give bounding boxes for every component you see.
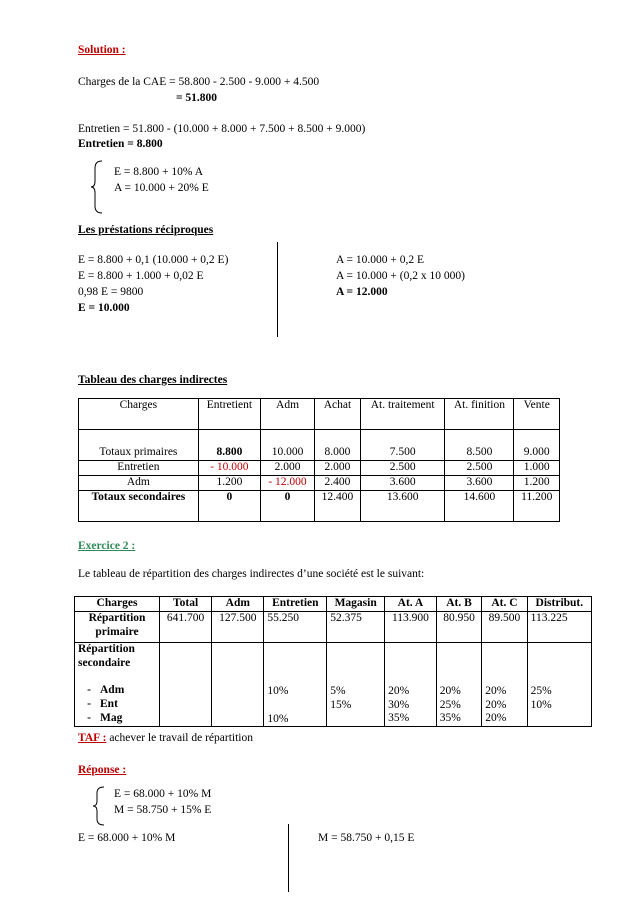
row-label: Entretien (79, 461, 199, 476)
table-header-row (75, 597, 592, 612)
table-header: At. A (385, 597, 437, 612)
table-cell: 2.000 (315, 461, 361, 476)
entretien-line-1: Entretien = 51.800 - (10.000 + 8.000 + 7.500 + 8.500 + 9.000) (78, 123, 366, 135)
prestations-title: Les préstations réciproques (78, 224, 214, 236)
cell-value: 35% (388, 712, 410, 725)
row-label: Totaux primaires (79, 430, 199, 461)
cell-value: 5% (330, 684, 346, 697)
column-divider (277, 242, 278, 337)
system2-eq-1: E = 68.000 + 10% M (114, 788, 212, 800)
right-calc-3: A = 12.000 (336, 286, 388, 298)
table-cell: 8.500 (445, 430, 514, 461)
cell-value: 10% (267, 712, 289, 725)
table-header: Charges (79, 399, 199, 430)
left-calc-2: E = 8.800 + 1.000 + 0,02 E (78, 270, 204, 282)
brace-icon (92, 786, 106, 826)
cell-value: 10% (530, 698, 552, 711)
table-cell: 10.000 (261, 430, 315, 461)
table-row (75, 611, 592, 642)
cell-value: 30% (388, 698, 410, 711)
table-header: Magasin (327, 597, 385, 612)
entretien-line-2: Entretien = 8.800 (78, 138, 163, 150)
left-calc-3: 0,98 E = 9800 (78, 286, 144, 298)
row-label: Totaux secondaires (79, 490, 199, 521)
table-cell: 7.500 (360, 430, 444, 461)
cae-line-2: = 51.800 (176, 92, 218, 104)
table-cell: 55.250 (264, 611, 327, 642)
table-row (79, 490, 560, 521)
table-header: At. B (436, 597, 481, 612)
table-cell (385, 642, 437, 727)
table-cell: 1.200 (514, 475, 560, 490)
table-cell (264, 642, 327, 727)
table-cell: 3.600 (445, 475, 514, 490)
dash: - (87, 684, 91, 697)
exercise-text: Le tableau de répartition des charges indirectes d’une société est le suivant: (78, 568, 425, 580)
table-cell: 14.600 (445, 490, 514, 521)
table-header: Entretien (264, 597, 327, 612)
table-cell: 113.225 (527, 611, 591, 642)
table-header: At. traitement (360, 399, 444, 430)
system1-eq-2: A = 10.000 + 20% E (114, 182, 209, 194)
cell-value: 20% (439, 684, 461, 697)
table-cell (327, 642, 385, 727)
table-cell: 0 (261, 490, 315, 521)
table-header: Adm (212, 597, 264, 612)
cell-value: 25% (439, 698, 461, 711)
right-calc-2: A = 10.000 + (0,2 x 10 000) (336, 270, 465, 282)
table-header: Distribut. (527, 597, 591, 612)
table-row (75, 642, 592, 727)
table-cell: 12.400 (315, 490, 361, 521)
table-row (79, 461, 560, 476)
table-cell (212, 642, 264, 727)
cae-line-1: Charges de la CAE = 58.800 - 2.500 - 9.000 + 4.500 (78, 76, 320, 88)
table-cell (436, 642, 481, 727)
table-header: Adm (261, 399, 315, 430)
table-cell: 1.200 (198, 475, 260, 490)
solution-title: Solution : (78, 44, 126, 56)
left-calc-1: E = 8.800 + 0,1 (10.000 + 0,2 E) (78, 254, 229, 266)
cell-value: 35% (439, 712, 461, 725)
table-cell (482, 642, 527, 727)
row-label-secondaire (75, 642, 160, 727)
table-header: At. finition (445, 399, 514, 430)
table-row (79, 430, 560, 461)
repartition-table (74, 596, 592, 727)
taf-label: TAF : (78, 732, 107, 744)
cell-value: 20% (485, 698, 507, 711)
table-header: Charges (75, 597, 160, 612)
right-calc-1: A = 10.000 + 0,2 E (336, 254, 425, 266)
column-divider (288, 824, 289, 892)
table-cell: 89.500 (482, 611, 527, 642)
table-header: Total (160, 597, 212, 612)
table-cell: 2.500 (360, 461, 444, 476)
table-cell: 113.900 (385, 611, 437, 642)
cell-value: 15% (330, 698, 352, 711)
table-cell: 13.600 (360, 490, 444, 521)
row-label: Adm (79, 475, 199, 490)
table-cell (160, 642, 212, 727)
table-cell (527, 642, 591, 727)
bottom-right-eq: M = 58.750 + 0,15 E (318, 832, 415, 844)
table-header: Vente (514, 399, 560, 430)
table-cell: 11.200 (514, 490, 560, 521)
table-cell: 641.700 (160, 611, 212, 642)
table-cell: - 10.000 (198, 461, 260, 476)
table-cell: 3.600 (360, 475, 444, 490)
table-cell: 8.000 (315, 430, 361, 461)
row-label: Répartition primaire (75, 611, 160, 642)
dash: - (87, 698, 91, 711)
cell-value: 25% (530, 684, 552, 697)
exercise-title: Exercice 2 : (78, 540, 136, 552)
table-header: Achat (315, 399, 361, 430)
system1-eq-1: E = 8.800 + 10% A (114, 166, 203, 178)
table-cell: 0 (198, 490, 260, 521)
system2-eq-2: M = 58.750 + 15% E (114, 804, 212, 816)
table-cell: 2.400 (315, 475, 361, 490)
table-cell: 9.000 (514, 430, 560, 461)
cell-value: 20% (388, 684, 410, 697)
table-cell: 2.500 (445, 461, 514, 476)
reponse-title: Réponse : (78, 764, 127, 776)
table-cell: 127.500 (212, 611, 264, 642)
bottom-left-eq: E = 68.000 + 10% M (78, 832, 176, 844)
secondaire-label: Répartition secondaire (78, 642, 135, 669)
charges-table (78, 398, 560, 522)
taf-text: achever le travail de répartition (106, 732, 253, 744)
sub-label-ent: Ent (100, 698, 118, 711)
cell-value: 10% (267, 684, 289, 697)
taf-line (78, 732, 253, 746)
table-row (79, 475, 560, 490)
cell-value: 20% (485, 712, 507, 725)
table1-title: Tableau des charges indirectes (78, 374, 228, 386)
table-cell: - 12.000 (261, 475, 315, 490)
table-cell: 8.800 (198, 430, 260, 461)
dash: - (87, 711, 91, 724)
table-cell: 52.375 (327, 611, 385, 642)
sub-label-adm: Adm (100, 684, 125, 697)
table-cell: 1.000 (514, 461, 560, 476)
left-calc-4: E = 10.000 (78, 302, 130, 314)
table-cell: 80.950 (436, 611, 481, 642)
table-header: Entretient (198, 399, 260, 430)
table-header-row (79, 399, 560, 430)
table-header: At. C (482, 597, 527, 612)
brace-icon (90, 160, 104, 214)
table-cell: 2.000 (261, 461, 315, 476)
sub-label-mag: Mag (100, 711, 123, 724)
cell-value: 20% (485, 684, 507, 697)
